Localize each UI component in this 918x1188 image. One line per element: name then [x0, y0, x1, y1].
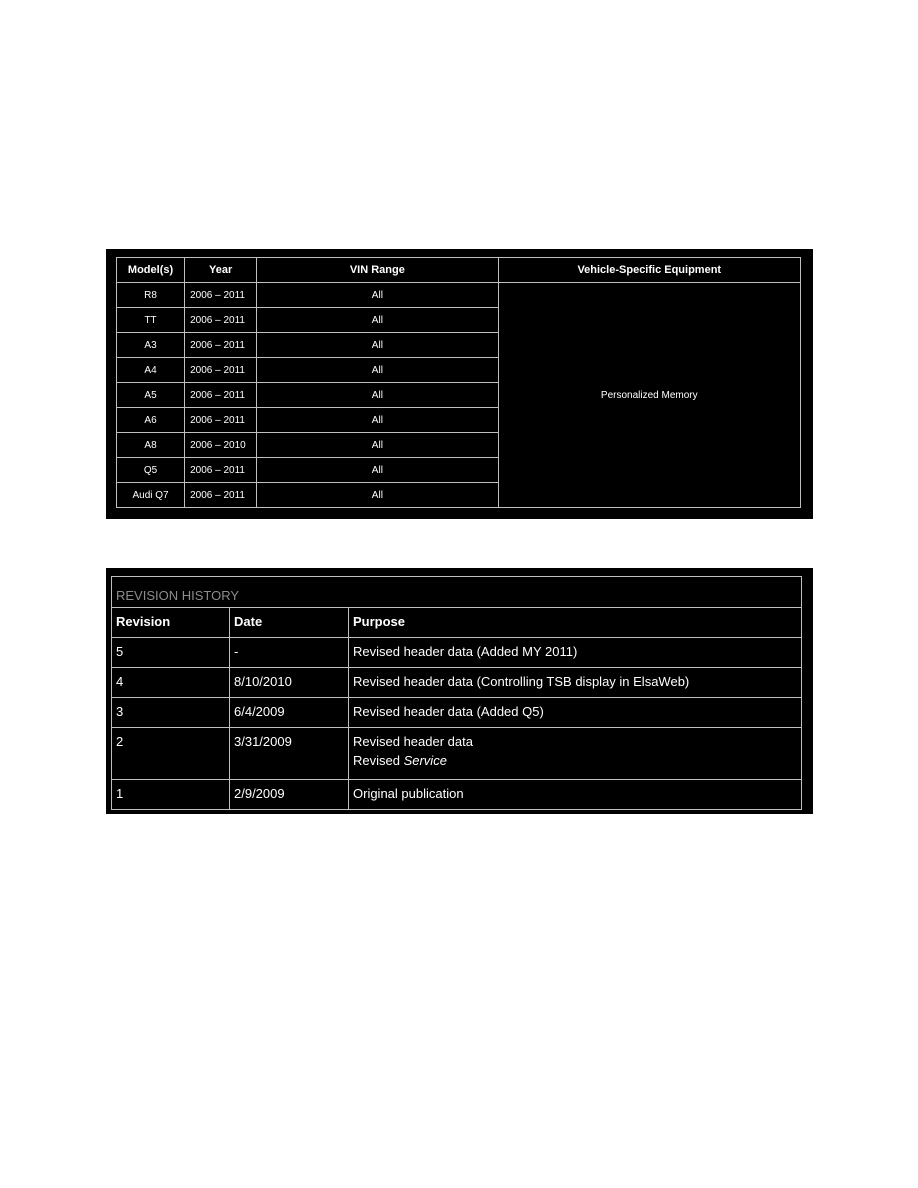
year-cell: 2006 – 2011 [185, 458, 257, 483]
header-models: Model(s) [117, 258, 185, 283]
revision-history-title: REVISION HISTORY [112, 577, 802, 608]
year-cell: 2006 – 2011 [185, 333, 257, 358]
year-cell: 2006 – 2011 [185, 483, 257, 508]
year-cell: 2006 – 2011 [185, 408, 257, 433]
purpose-cell: Original publication [349, 780, 802, 810]
purpose-line-2 [353, 753, 797, 768]
model-cell: A8 [117, 433, 185, 458]
purpose-line-2-italic: Service [403, 753, 447, 768]
purpose-line-2-prefix: Revised [353, 753, 404, 768]
purpose-cell: Revised header data (Added Q5) [349, 698, 802, 728]
equipment-cell: Personalized Memory [498, 283, 800, 508]
table-row [112, 638, 802, 668]
table-row [112, 698, 802, 728]
table-row [112, 668, 802, 698]
vin-cell: All [257, 358, 498, 383]
year-cell: 2006 – 2010 [185, 433, 257, 458]
revision-history-table [111, 576, 802, 810]
date-cell: - [230, 638, 349, 668]
year-cell: 2006 – 2011 [185, 308, 257, 333]
vin-cell: All [257, 308, 498, 333]
vin-cell: All [257, 283, 498, 308]
year-cell: 2006 – 2011 [185, 283, 257, 308]
revision-cell: 4 [112, 668, 230, 698]
model-cell: R8 [117, 283, 185, 308]
model-cell: Q5 [117, 458, 185, 483]
header-date: Date [230, 608, 349, 638]
purpose-cell: Revised header data (Controlling TSB display in ElsaWeb) [349, 668, 802, 698]
model-cell: Audi Q7 [117, 483, 185, 508]
date-cell: 3/31/2009 [230, 728, 349, 780]
models-panel [106, 249, 813, 519]
purpose-cell [349, 728, 802, 780]
header-vehicle-equipment: Vehicle-Specific Equipment [498, 258, 800, 283]
revision-history-panel [106, 568, 813, 814]
model-cell: A3 [117, 333, 185, 358]
table-row [112, 780, 802, 810]
vin-cell: All [257, 383, 498, 408]
revision-cell: 2 [112, 728, 230, 780]
revision-header-row [112, 608, 802, 638]
vin-cell: All [257, 408, 498, 433]
date-cell: 8/10/2010 [230, 668, 349, 698]
revision-cell: 3 [112, 698, 230, 728]
models-table [116, 257, 801, 508]
vin-cell: All [257, 433, 498, 458]
models-header-row [117, 258, 801, 283]
model-cell: A6 [117, 408, 185, 433]
vin-cell: All [257, 483, 498, 508]
revision-title-row [112, 577, 802, 608]
model-cell: TT [117, 308, 185, 333]
model-cell: A4 [117, 358, 185, 383]
revision-cell: 5 [112, 638, 230, 668]
table-row [117, 283, 801, 308]
date-cell: 2/9/2009 [230, 780, 349, 810]
header-year: Year [185, 258, 257, 283]
year-cell: 2006 – 2011 [185, 358, 257, 383]
header-vin-range: VIN Range [257, 258, 498, 283]
header-revision: Revision [112, 608, 230, 638]
date-cell: 6/4/2009 [230, 698, 349, 728]
vin-cell: All [257, 458, 498, 483]
revision-cell: 1 [112, 780, 230, 810]
model-cell: A5 [117, 383, 185, 408]
purpose-line-1: Revised header data [353, 734, 473, 749]
table-row [112, 728, 802, 780]
header-purpose: Purpose [349, 608, 802, 638]
year-cell: 2006 – 2011 [185, 383, 257, 408]
purpose-cell: Revised header data (Added MY 2011) [349, 638, 802, 668]
vin-cell: All [257, 333, 498, 358]
